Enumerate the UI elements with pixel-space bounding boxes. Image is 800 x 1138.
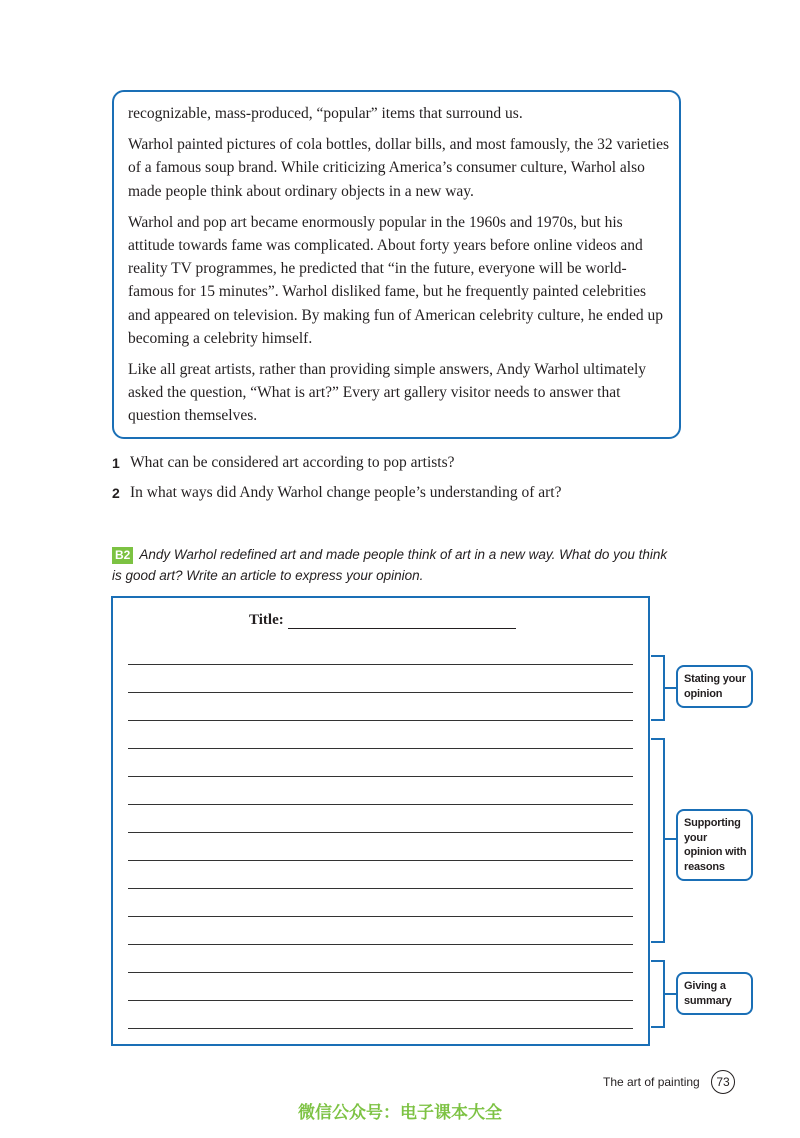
writing-line[interactable] (128, 832, 633, 833)
label-supporting-reasons: Supporting your opinion with reasons (676, 809, 753, 881)
title-label: Title: (249, 612, 284, 628)
writing-line[interactable] (128, 804, 633, 805)
writing-line[interactable] (128, 776, 633, 777)
writing-line[interactable] (128, 944, 633, 945)
page-number: 73 (711, 1070, 735, 1094)
writing-line[interactable] (128, 720, 633, 721)
writing-line[interactable] (128, 972, 633, 973)
label-stating-opinion: Stating your opinion (676, 665, 753, 708)
writing-line[interactable] (128, 692, 633, 693)
reading-paragraph-3: Warhol and pop art became enormously popular in the 1960s and 1970s, but his attitude towards fame was complicated. About forty years before online videos and reality TV programmes, he predicted that “in the future, everyone will be world-famous for 15 minutes”. Warhol disliked fame, but he frequently painted celebrities and appeared on television. By making fun of American celebrity culture, he ended up becoming a celebrity himself. (128, 213, 663, 347)
watermark: 微信公众号：电子课本大全 (298, 1103, 502, 1123)
question-2 (112, 482, 672, 504)
writing-line[interactable] (128, 888, 633, 889)
writing-line[interactable] (128, 748, 633, 749)
question-1 (112, 452, 672, 474)
label-summary: Giving a summary (676, 972, 753, 1015)
level-badge: B2 (112, 547, 133, 564)
bracket-summary (651, 960, 665, 1028)
task-text: Andy Warhol redefined art and made people think of art in a new way. What do you think is good art? Write an article to express your opinion. (112, 547, 668, 583)
reading-paragraph-4: Like all great artists, rather than providing simple answers, Andy Warhol ultimately asked the question, “What is art?” Every art gallery visitor needs to answer that question themselves. (128, 361, 647, 425)
writing-line[interactable] (128, 1000, 633, 1001)
question-number: 2 (112, 485, 120, 501)
writing-line[interactable] (128, 860, 633, 861)
bracket-stating (651, 655, 665, 721)
question-text: In what ways did Andy Warhol change people’s understanding of art? (130, 484, 562, 501)
reading-paragraph-2: Warhol painted pictures of cola bottles, dollar bills, and most famously, the 32 varieties of a famous soup brand. While criticizing America’s consumer culture, Warhol also made people think about ordinary objects in a new way. (128, 136, 669, 200)
writing-area[interactable] (111, 596, 650, 1046)
section-title: The art of painting (603, 1075, 700, 1089)
bracket-supporting (651, 738, 665, 943)
title-row (249, 612, 516, 629)
comprehension-questions (112, 452, 672, 512)
reading-passage (112, 90, 681, 439)
question-number: 1 (112, 455, 120, 471)
writing-line[interactable] (128, 916, 633, 917)
writing-line[interactable] (128, 664, 633, 665)
question-text: What can be considered art according to pop artists? (130, 454, 455, 471)
reading-paragraph-1: recognizable, mass-produced, “popular” items that surround us. (128, 105, 523, 122)
writing-line[interactable] (128, 1028, 633, 1029)
writing-task-instructions (112, 544, 672, 586)
title-blank[interactable] (288, 614, 516, 629)
